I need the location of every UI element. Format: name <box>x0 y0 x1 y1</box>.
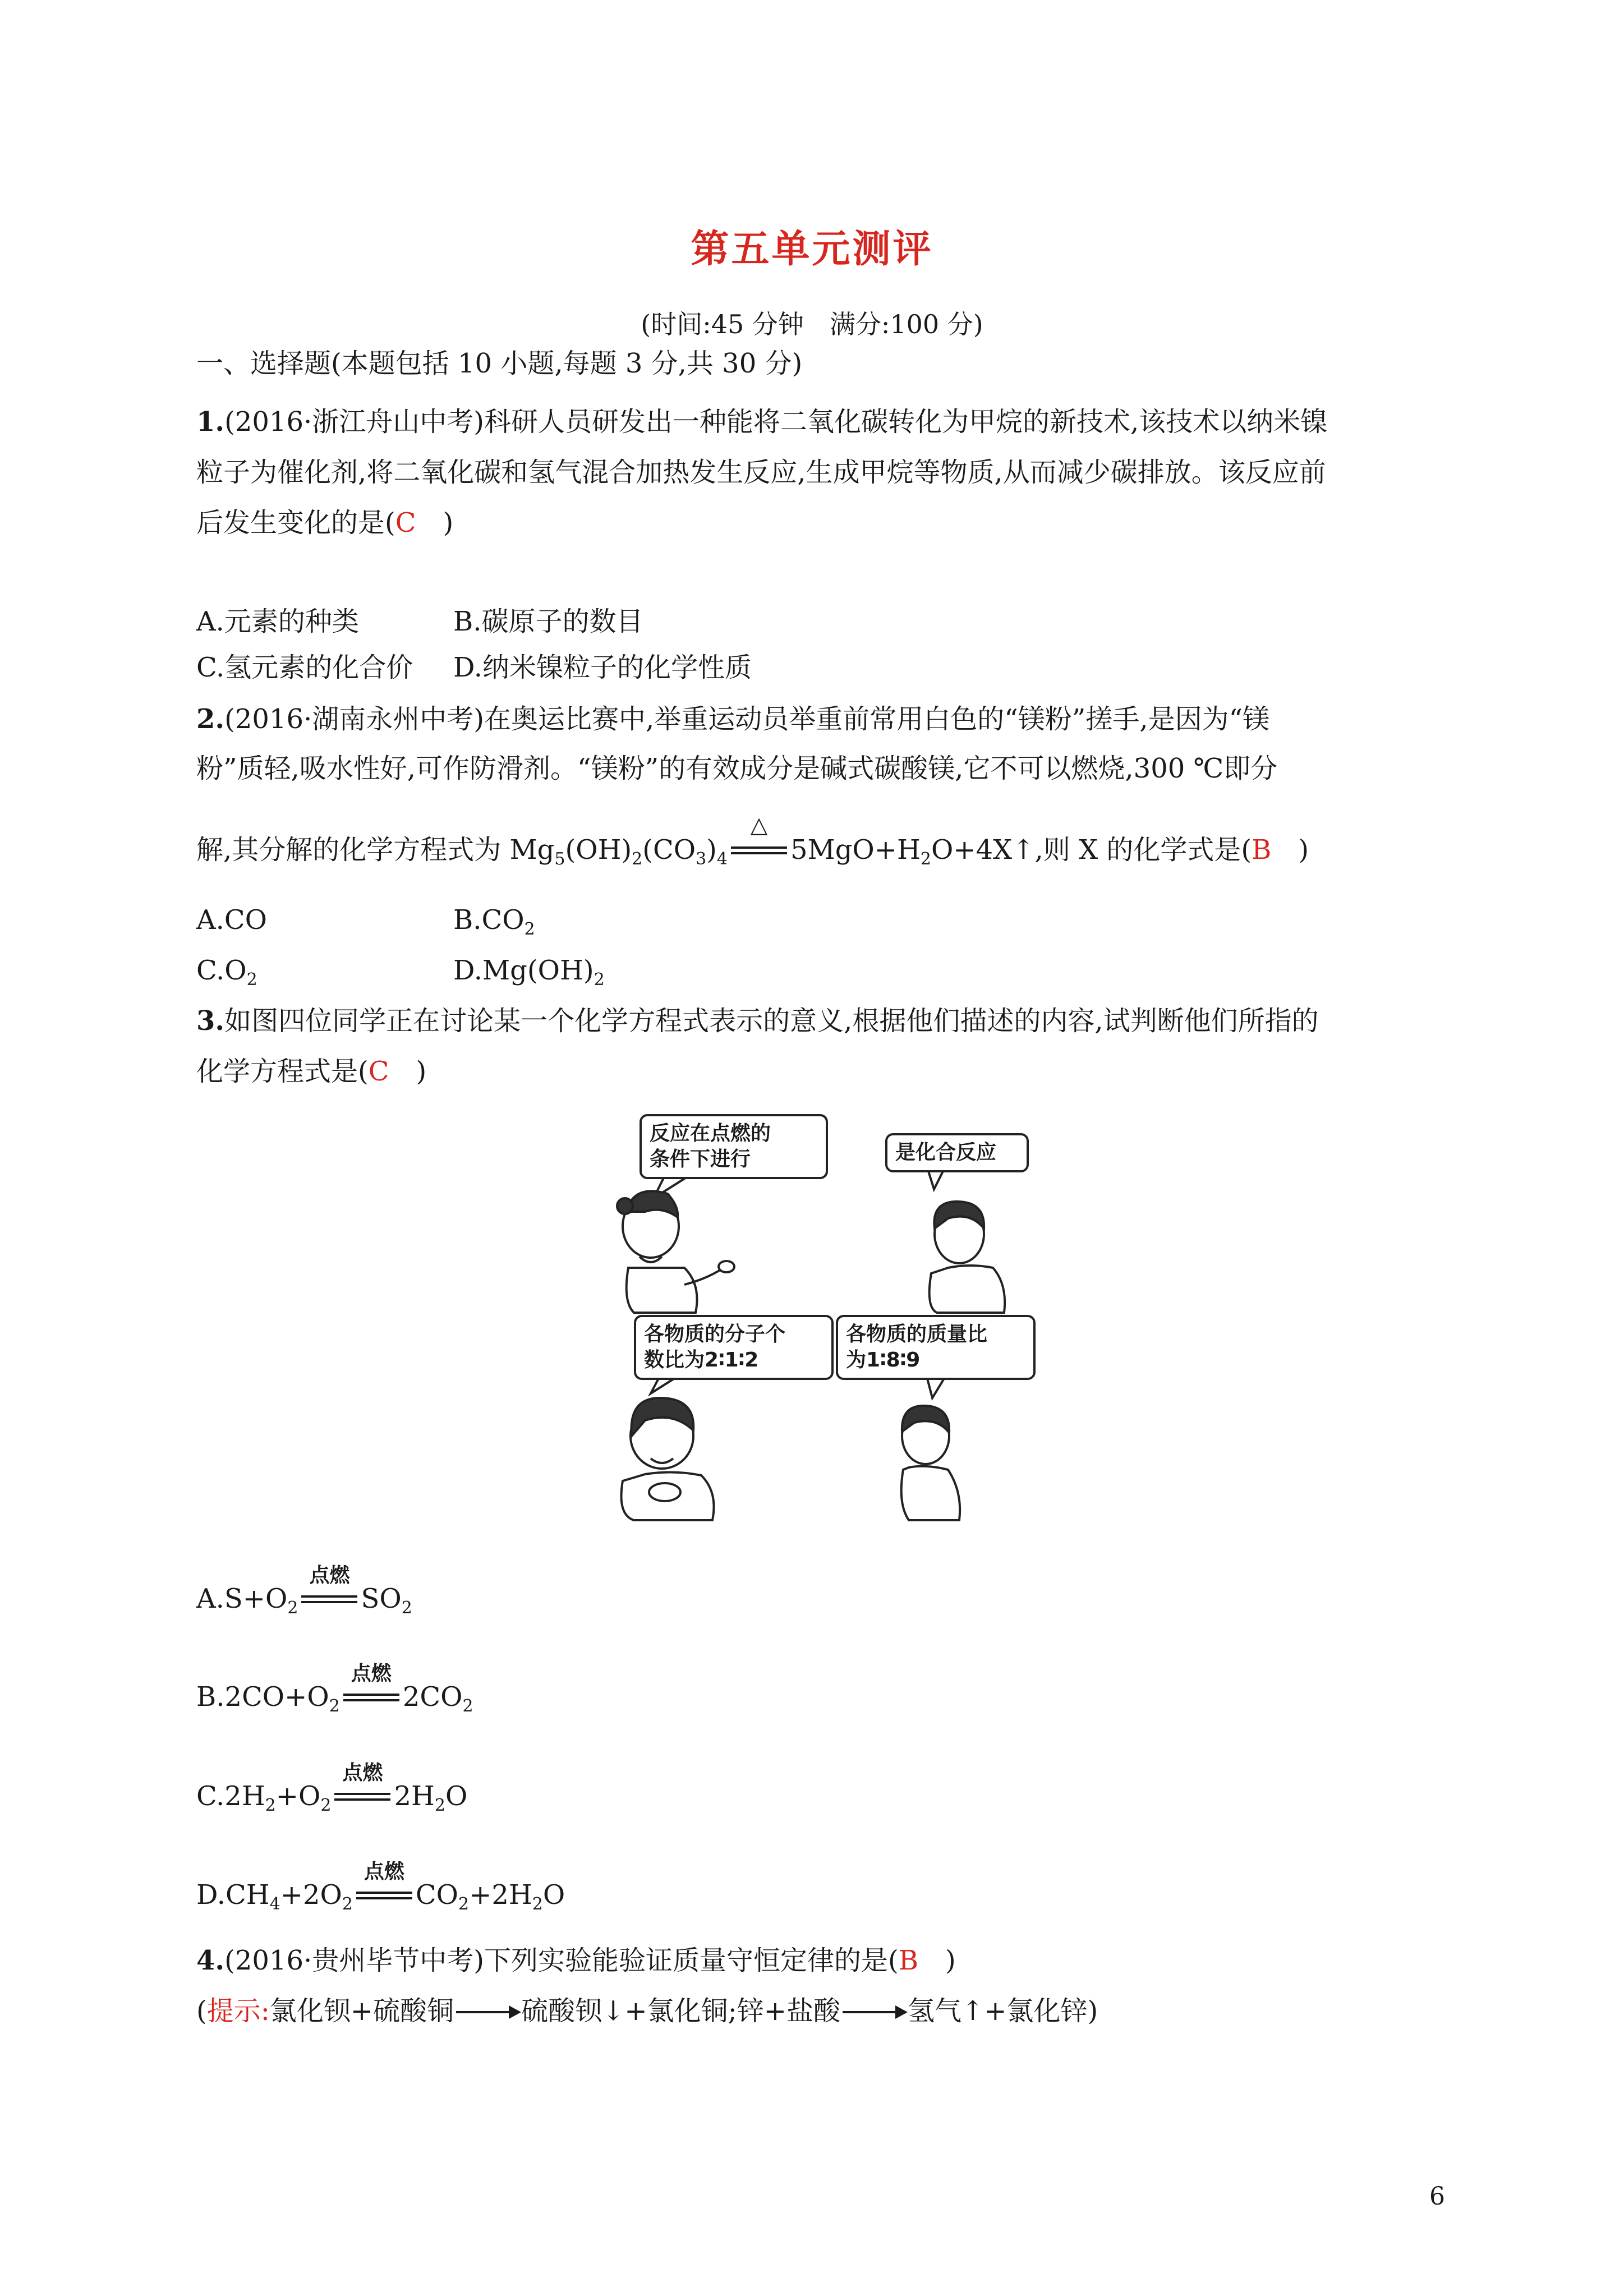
q1-number: 1. <box>196 406 225 438</box>
q1-option-a: A.元素的种类 <box>196 606 359 637</box>
bubble-condition: 反应在点燃的 条件下进行 <box>640 1114 828 1179</box>
bubble-molecule-ratio: 各物质的分子个 数比为2∶1∶2 <box>634 1315 834 1380</box>
q1-option-c: C.氢元素的化合价 <box>196 652 413 683</box>
q1-line1: 1.(2016·浙江舟山中考)科研人员研发出一种能将二氧化碳转化为甲烷的新技术,该技术以纳米镍 <box>196 406 1328 438</box>
q2-option-d: $D.Mg(OH)_2$ <box>453 955 605 990</box>
q4-answer: B <box>898 1945 918 1976</box>
ignite-condition-sign: 点燃 <box>354 1878 415 1912</box>
q2-option-b: $B.CO_2$ <box>453 904 535 939</box>
q4-hint: (提示:氯化钡+硫酸铜 硫酸钡↓+氯化铜;锌+盐酸 氢气↑+氯化锌) <box>196 1995 1098 2027</box>
boy-figure-bottom-left <box>622 1398 714 1520</box>
q2-line1: 2.(2016·湖南永州中考)在奥运比赛中,举重运动员举重前常用白色的“镁粉”搓手,是因为“镁 <box>196 703 1270 735</box>
reaction-arrow <box>454 1994 521 2028</box>
q2-line2: 粉”质轻,吸水性好,可作防滑剂。“镁粉”的有效成分是碱式碳酸镁,它不可以燃烧,300 ℃即分 <box>196 753 1278 784</box>
page-title: 第五单元测评 <box>691 227 933 272</box>
q1-line2: 粒子为催化剂,将二氧化碳和氢气混合加热发生反应,生成甲烷等物质,从而减少碳排放。该反应前 <box>196 457 1326 488</box>
q4-line1: 4.(2016·贵州毕节中考)下列实验能验证质量守恒定律的是(B ) <box>196 1945 956 1976</box>
q2-equation-line: 解,其分解的化学方程式为 $Mg_5(OH)_2(CO_3)_4$ △ $5MgO+H_2O+4X↑$,则 X 的化学式是(B ) <box>196 812 1309 869</box>
bubble-mass-ratio: 各物质的质量比 为1∶8∶9 <box>836 1315 1036 1380</box>
q3-option-c: $C.2H_2+O_2$ 点燃 $2H_2O$ <box>196 1761 468 1815</box>
q3-option-d: $D.CH_4+2O_2$ 点燃 $CO_2+2H_2O$ <box>196 1860 565 1914</box>
q2-number: 2. <box>196 703 225 735</box>
exam-meta: (时间:45 分钟 满分:100 分) <box>641 309 983 339</box>
discussion-illustration <box>611 1099 1038 1526</box>
q1-line3: 后发生变化的是(C ) <box>196 507 454 539</box>
q1-option-d: D.纳米镍粒子的化学性质 <box>453 652 752 683</box>
q4-number: 4. <box>196 1945 225 1976</box>
q3-option-a: $A.S+O_2$ 点燃 $SO_2$ <box>196 1563 412 1618</box>
q3-number: 3. <box>196 1005 225 1037</box>
ignite-condition-sign: 点燃 <box>341 1680 402 1714</box>
q3-line2: 化学方程式是(C ) <box>196 1056 427 1087</box>
heat-condition-sign: △ <box>729 833 789 867</box>
q1-answer: C <box>395 507 416 539</box>
girl-figure <box>617 1191 734 1313</box>
q2-answer: B <box>1252 834 1272 866</box>
q1-option-b: B.碳原子的数目 <box>453 606 643 637</box>
bubble-combination: 是化合反应 <box>885 1133 1029 1172</box>
ignite-condition-sign: 点燃 <box>332 1779 393 1813</box>
boy-figure-top <box>930 1202 1005 1313</box>
q2-option-a: A.CO <box>196 904 267 936</box>
q3-option-b: $B.2CO+O_2$ 点燃 $2CO_2$ <box>196 1662 473 1716</box>
q3-answer: C <box>368 1056 389 1087</box>
q2-option-c: $C.O_2$ <box>196 955 257 990</box>
hint-label: 提示: <box>206 1995 270 2027</box>
page-number: 6 <box>1429 2182 1445 2211</box>
q3-line1: 3.如图四位同学正在讨论某一个化学方程式表示的意义,根据他们描述的内容,试判断他们所指的 <box>196 1005 1319 1037</box>
section-heading: 一、选择题(本题包括 10 小题,每题 3 分,共 30 分) <box>196 348 803 379</box>
boy-figure-bottom-right <box>901 1406 960 1520</box>
ignite-condition-sign: 点燃 <box>299 1582 360 1616</box>
reaction-arrow <box>840 1994 908 2028</box>
